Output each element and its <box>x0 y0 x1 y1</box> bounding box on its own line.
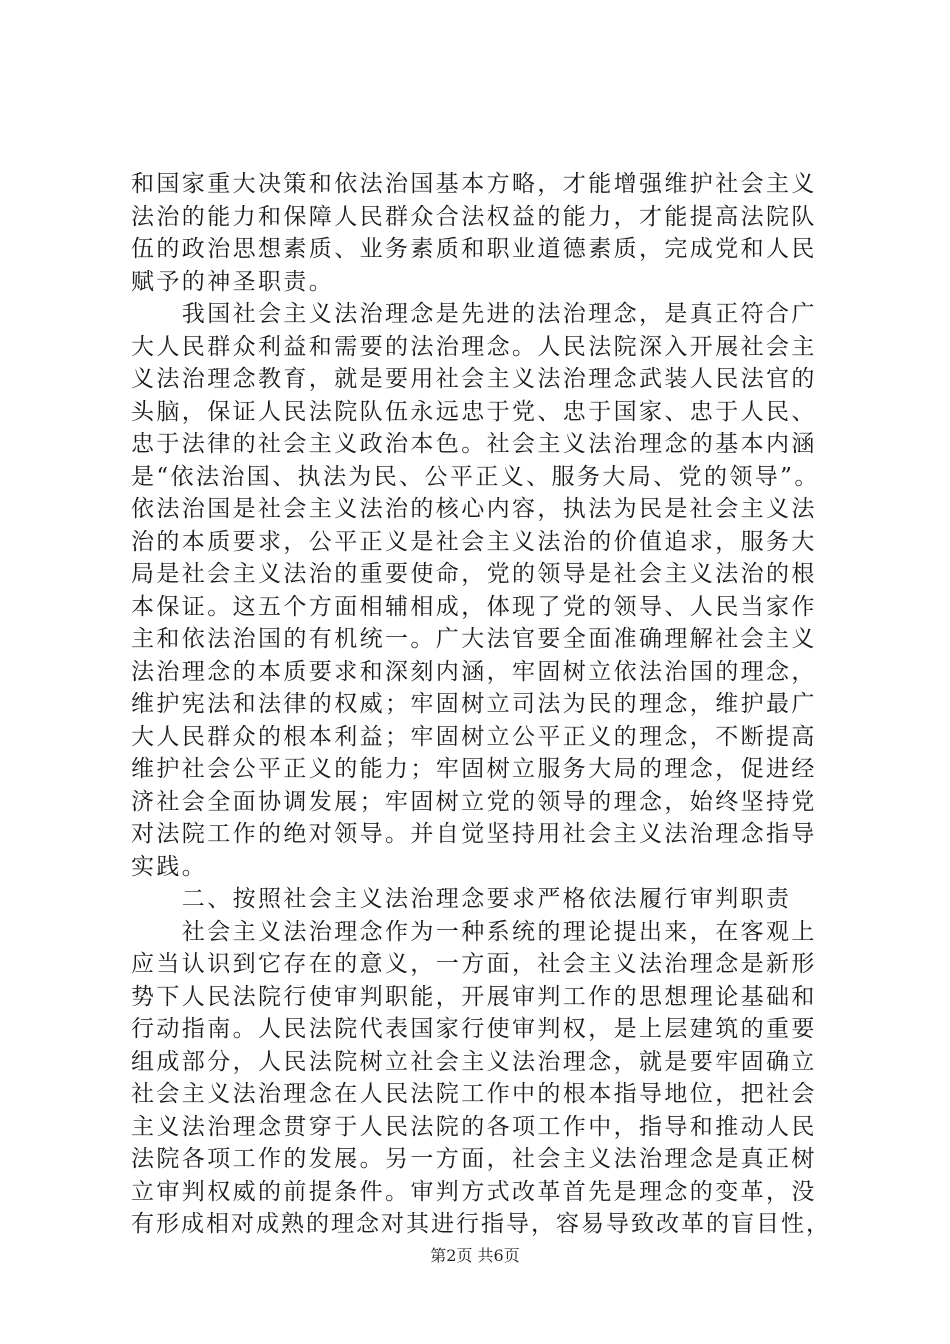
body-text <box>131 168 831 1241</box>
text-line: 组成部分，人民法院树立社会主义法治理念，就是要牢固确立 <box>131 1048 817 1075</box>
text-line: 我国社会主义法治理念是先进的法治理念，是真正符合广 <box>131 301 817 327</box>
page-footer: 第2页 共6页 <box>430 1246 520 1265</box>
text-line: 主义法治理念贯穿于人民法院的各项工作中，指导和推动人民 <box>131 1113 817 1140</box>
text-line: 法治的能力和保障人民群众合法权益的能力，才能提高法院队 <box>131 203 817 230</box>
text-line: 赋予的神圣职责。 <box>131 268 335 295</box>
section-heading: 二、按照社会主义法治理念要求严格依法履行审判职责 <box>131 886 792 912</box>
text-line: 大人民群众利益和需要的法治理念。人民法院深入开展社会主 <box>131 333 817 360</box>
text-line: 法治理念的本质要求和深刻内涵，牢固树立依法治国的理念， <box>131 658 817 685</box>
text-line: 行动指南。人民法院代表国家行使审判权，是上层建筑的重要 <box>131 1016 817 1042</box>
text-line: 和国家重大决策和依法治国基本方略，才能增强维护社会主义 <box>131 171 817 197</box>
text-line: 局是社会主义法治的重要使命，党的领导是社会主义法治的根 <box>131 561 817 587</box>
text-line: 忠于法律的社会主义政治本色。社会主义法治理念的基本内涵 <box>131 431 817 457</box>
text-line: 对法院工作的绝对领导。并自觉坚持用社会主义法治理念指导 <box>131 821 817 847</box>
text-line: 维护社会公平正义的能力；牢固树立服务大局的理念，促进经 <box>131 756 817 782</box>
text-line: 维护宪法和法律的权威；牢固树立司法为民的理念，维护最广 <box>131 691 817 717</box>
text-line: 济社会全面协调发展；牢固树立党的领导的理念，始终坚持党 <box>131 788 817 815</box>
text-line: 应当认识到它存在的意义，一方面，社会主义法治理念是新形 <box>131 951 817 977</box>
text-line: 伍的政治思想素质、业务素质和职业道德素质，完成党和人民 <box>131 236 817 262</box>
text-line: 社会主义法治理念作为一种系统的理论提出来，在客观上 <box>131 918 817 945</box>
text-line: 有形成相对成熟的理念对其进行指导，容易导致改革的盲目性， <box>131 1211 831 1237</box>
text-line: 实践。 <box>131 853 208 880</box>
text-line: 社会主义法治理念在人民法院工作中的根本指导地位，把社会 <box>131 1081 817 1107</box>
text-line: 头脑，保证人民法院队伍永远忠于党、忠于国家、忠于人民、 <box>131 398 817 425</box>
text-line: 治的本质要求，公平正义是社会主义法治的价值追求，服务大 <box>131 528 817 555</box>
text-line: 主和依法治国的有机统一。广大法官要全面准确理解社会主义 <box>131 626 817 652</box>
text-line: 义法治理念教育，就是要用社会主义法治理念武装人民法官的 <box>131 366 817 392</box>
text-line: 大人民群众的根本利益；牢固树立公平正义的理念，不断提高 <box>131 723 817 750</box>
text-line: 立审判权威的前提条件。审判方式改革首先是理念的变革，没 <box>131 1178 817 1205</box>
text-line: 法院各项工作的发展。另一方面，社会主义法治理念是真正树 <box>131 1146 817 1172</box>
text-line: 依法治国是社会主义法治的核心内容，执法为民是社会主义法 <box>131 496 817 522</box>
text-line: 是“依法治国、执法为民、公平正义、服务大局、党的领导”。 <box>131 463 820 490</box>
text-line: 势下人民法院行使审判职能，开展审判工作的思想理论基础和 <box>131 983 817 1010</box>
text-line: 本保证。这五个方面相辅相成，体现了党的领导、人民当家作 <box>131 593 817 620</box>
